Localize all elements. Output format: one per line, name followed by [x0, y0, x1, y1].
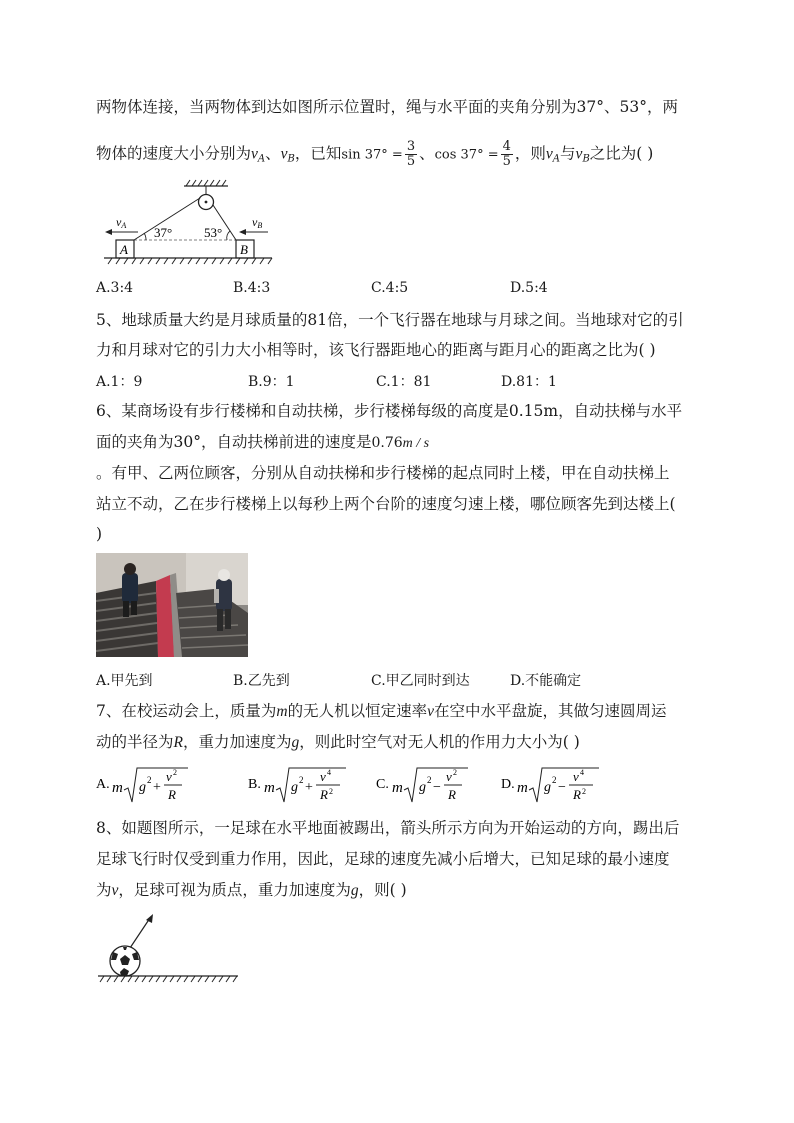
q5-option-d[interactable]: D.81：1 [501, 374, 557, 390]
sep2: 、 [419, 144, 435, 163]
vb-sub-2: B [582, 153, 590, 165]
q7-option-d[interactable] [501, 764, 606, 808]
q7-c-den: R [448, 787, 456, 802]
q7-b-g: g [291, 780, 298, 795]
arrow-vb-label: v [252, 215, 258, 229]
q5-option-c[interactable]: C.1：81 [376, 374, 432, 390]
q5-option-a[interactable]: A.1：9 [96, 374, 143, 390]
q8-line2: 足球飞行时仅受到重力作用，因此，足球的速度先减小后增大，已知足球的最小速度 [96, 850, 670, 868]
q7-c-gexp: 2 [427, 775, 432, 785]
speed-unit: m / s [402, 436, 430, 451]
q7-a-m: m [112, 780, 123, 796]
q7-b-gexp: 2 [299, 775, 304, 785]
q7-l1c: 在空中水平盘旋，其做匀速圆周运 [433, 702, 667, 720]
vb-symbol: v [280, 145, 288, 163]
ratio-mid: 与 [560, 144, 576, 163]
q7-b-letter: B. [248, 777, 261, 792]
q4-option-b[interactable]: B.4:3 [233, 280, 271, 296]
q6-line3: 。有甲、乙两位顾客，分别从自动扶梯和步行楼梯的起点同时上楼，甲在自动扶梯上 [96, 464, 670, 482]
q4-line2-text: 物体的速度大小分别为 [96, 144, 252, 163]
q7-line1 [96, 701, 667, 722]
q7-d-g: g [544, 780, 551, 795]
cos-den: 5 [502, 154, 511, 169]
q4-option-d[interactable]: D.5:4 [510, 280, 548, 296]
q5-option-b[interactable]: B.9：1 [248, 374, 295, 390]
angle-b-label: 53° [204, 225, 223, 240]
q7-d-op: − [558, 780, 566, 795]
ratio-post: 之比为( ) [589, 144, 654, 163]
q6-line4: 站立不动，乙在步行楼梯上以每秒上两个台阶的速度匀速上楼，哪位顾客先到达楼上( [96, 495, 676, 513]
q7-l2c: ，则此时空气对无人机的作用力大小为( ) [299, 733, 580, 751]
va-sub: A [257, 153, 266, 165]
q7-l1b: 的无人机以恒定速率 [287, 702, 428, 720]
q7-d-m: m [517, 780, 528, 796]
arrow-va-label: v [116, 215, 122, 229]
q6-line1: 6、某商场设有步行楼梯和自动扶梯，步行楼梯每级的高度是0.15m，自动扶梯与水平 [96, 402, 683, 420]
q7-a-op: + [153, 780, 161, 795]
sin-expr: sin 37° = [341, 147, 403, 163]
pulley-figure [96, 178, 276, 270]
q8-line3 [96, 880, 407, 901]
q6-line5: ) [96, 525, 103, 543]
ratio-pre: ，则 [514, 144, 546, 163]
q7-b-den: R [320, 787, 328, 802]
kick-arrow [130, 918, 150, 948]
escalator-photo [96, 553, 248, 657]
arrow-vb-sub: B [257, 221, 263, 230]
q7-a-numexp: 2 [173, 768, 177, 777]
q7-c-num: v [446, 769, 452, 784]
q7-l1a: 7、在校运动会上，质量为 [96, 702, 277, 720]
block-b-label: B [240, 242, 248, 257]
cos-num: 4 [502, 139, 511, 154]
q7-R: R [173, 734, 183, 751]
q4-option-a[interactable]: A.3:4 [96, 280, 134, 296]
q7-a-num: v [166, 769, 172, 784]
q8-v: v [111, 882, 119, 899]
va-sub-2: A [552, 153, 561, 165]
q5-line1: 5、地球质量大约是月球质量的81倍，一个飞行器在地球与月球之间。当地球对它的引 [96, 311, 684, 329]
q7-c-g: g [419, 780, 426, 795]
q6-option-d[interactable]: D.不能确定 [510, 673, 582, 689]
q7-l2b: ，重力加速度为 [182, 733, 292, 751]
speed-value: 0.76 [371, 435, 403, 451]
q8-line1: 8、如题图所示，一足球在水平地面被踢出，箭头所示方向为开始运动的方向，踢出后 [96, 819, 680, 837]
cos-expr: cos 37° = [434, 147, 499, 163]
q7-d-letter: D. [501, 777, 515, 792]
soccer-ball-icon [110, 946, 140, 976]
q7-v: v [427, 703, 434, 720]
q6-option-b[interactable]: B.乙先到 [233, 673, 290, 689]
q7-l2a: 动的半径为 [96, 733, 174, 751]
sep: 、 [265, 144, 281, 163]
q6-option-a[interactable]: A.甲先到 [96, 673, 153, 689]
q7-b-denexp: 2 [329, 787, 333, 796]
q7-a-den: R [168, 787, 176, 802]
q7-c-numexp: 2 [453, 768, 457, 777]
block-a-label: A [120, 242, 128, 257]
svg-text:vA [116, 215, 126, 230]
q8-l3a: 为 [96, 881, 112, 899]
known-text: ，已知 [294, 144, 342, 163]
q7-d-den: R [573, 787, 581, 802]
va-symbol-2: v [545, 145, 553, 163]
q7-d-gexp: 2 [552, 775, 557, 785]
q7-d-numexp: 4 [580, 768, 584, 777]
sin-frac [405, 140, 417, 169]
q7-a-g: g [139, 780, 146, 795]
angle-a-label: 37° [154, 225, 173, 240]
q6-line2 [96, 432, 429, 454]
q7-b-m: m [264, 780, 275, 796]
q7-d-denexp: 2 [582, 787, 586, 796]
q4-line2 [96, 140, 653, 170]
q7-g: g [291, 734, 300, 751]
q8-l3c: ，则( ) [358, 881, 407, 899]
q8-g: g [350, 882, 359, 899]
q6-line2-text: 面的夹角为30°，自动扶梯前进的速度是 [96, 433, 372, 451]
q6-option-c[interactable]: C.甲乙同时到达 [371, 673, 470, 689]
vb-sub: B [287, 153, 295, 165]
q7-c-op: − [433, 780, 441, 795]
q7-c-m: m [392, 780, 403, 796]
q7-b-numexp: 4 [327, 768, 331, 777]
sin-den: 5 [406, 154, 416, 169]
svg-text:vB [252, 215, 262, 230]
sin-num: 3 [406, 139, 416, 154]
q7-b-op: + [305, 780, 313, 795]
q7-option-a[interactable] [96, 764, 196, 808]
q8-l3b: ，足球可视为质点，重力加速度为 [118, 881, 351, 899]
q4-line1: 两物体连接，当两物体到达如图所示位置时，绳与水平面的夹角分别为37°、53°，两 [96, 98, 678, 116]
q7-c-letter: C. [376, 777, 389, 792]
q7-b-num: v [320, 769, 326, 784]
vb-symbol-2: v [575, 145, 583, 163]
q7-d-num: v [573, 769, 579, 784]
q7-option-b[interactable] [248, 764, 353, 808]
q7-option-c[interactable] [376, 764, 476, 808]
va-symbol: v [251, 145, 258, 163]
soccer-figure [96, 910, 246, 988]
arrow-va-sub: A [121, 221, 127, 230]
q7-a-gexp: 2 [147, 775, 152, 785]
q7-m: m [276, 703, 288, 720]
q7-line2 [96, 732, 580, 753]
q5-line2: 力和月球对它的引力大小相等时，该飞行器距地心的距离与距月心的距离之比为( ) [96, 341, 656, 359]
cos-frac [501, 140, 513, 169]
q4-option-c[interactable]: C.4:5 [371, 280, 409, 296]
q7-a-letter: A. [96, 777, 110, 792]
